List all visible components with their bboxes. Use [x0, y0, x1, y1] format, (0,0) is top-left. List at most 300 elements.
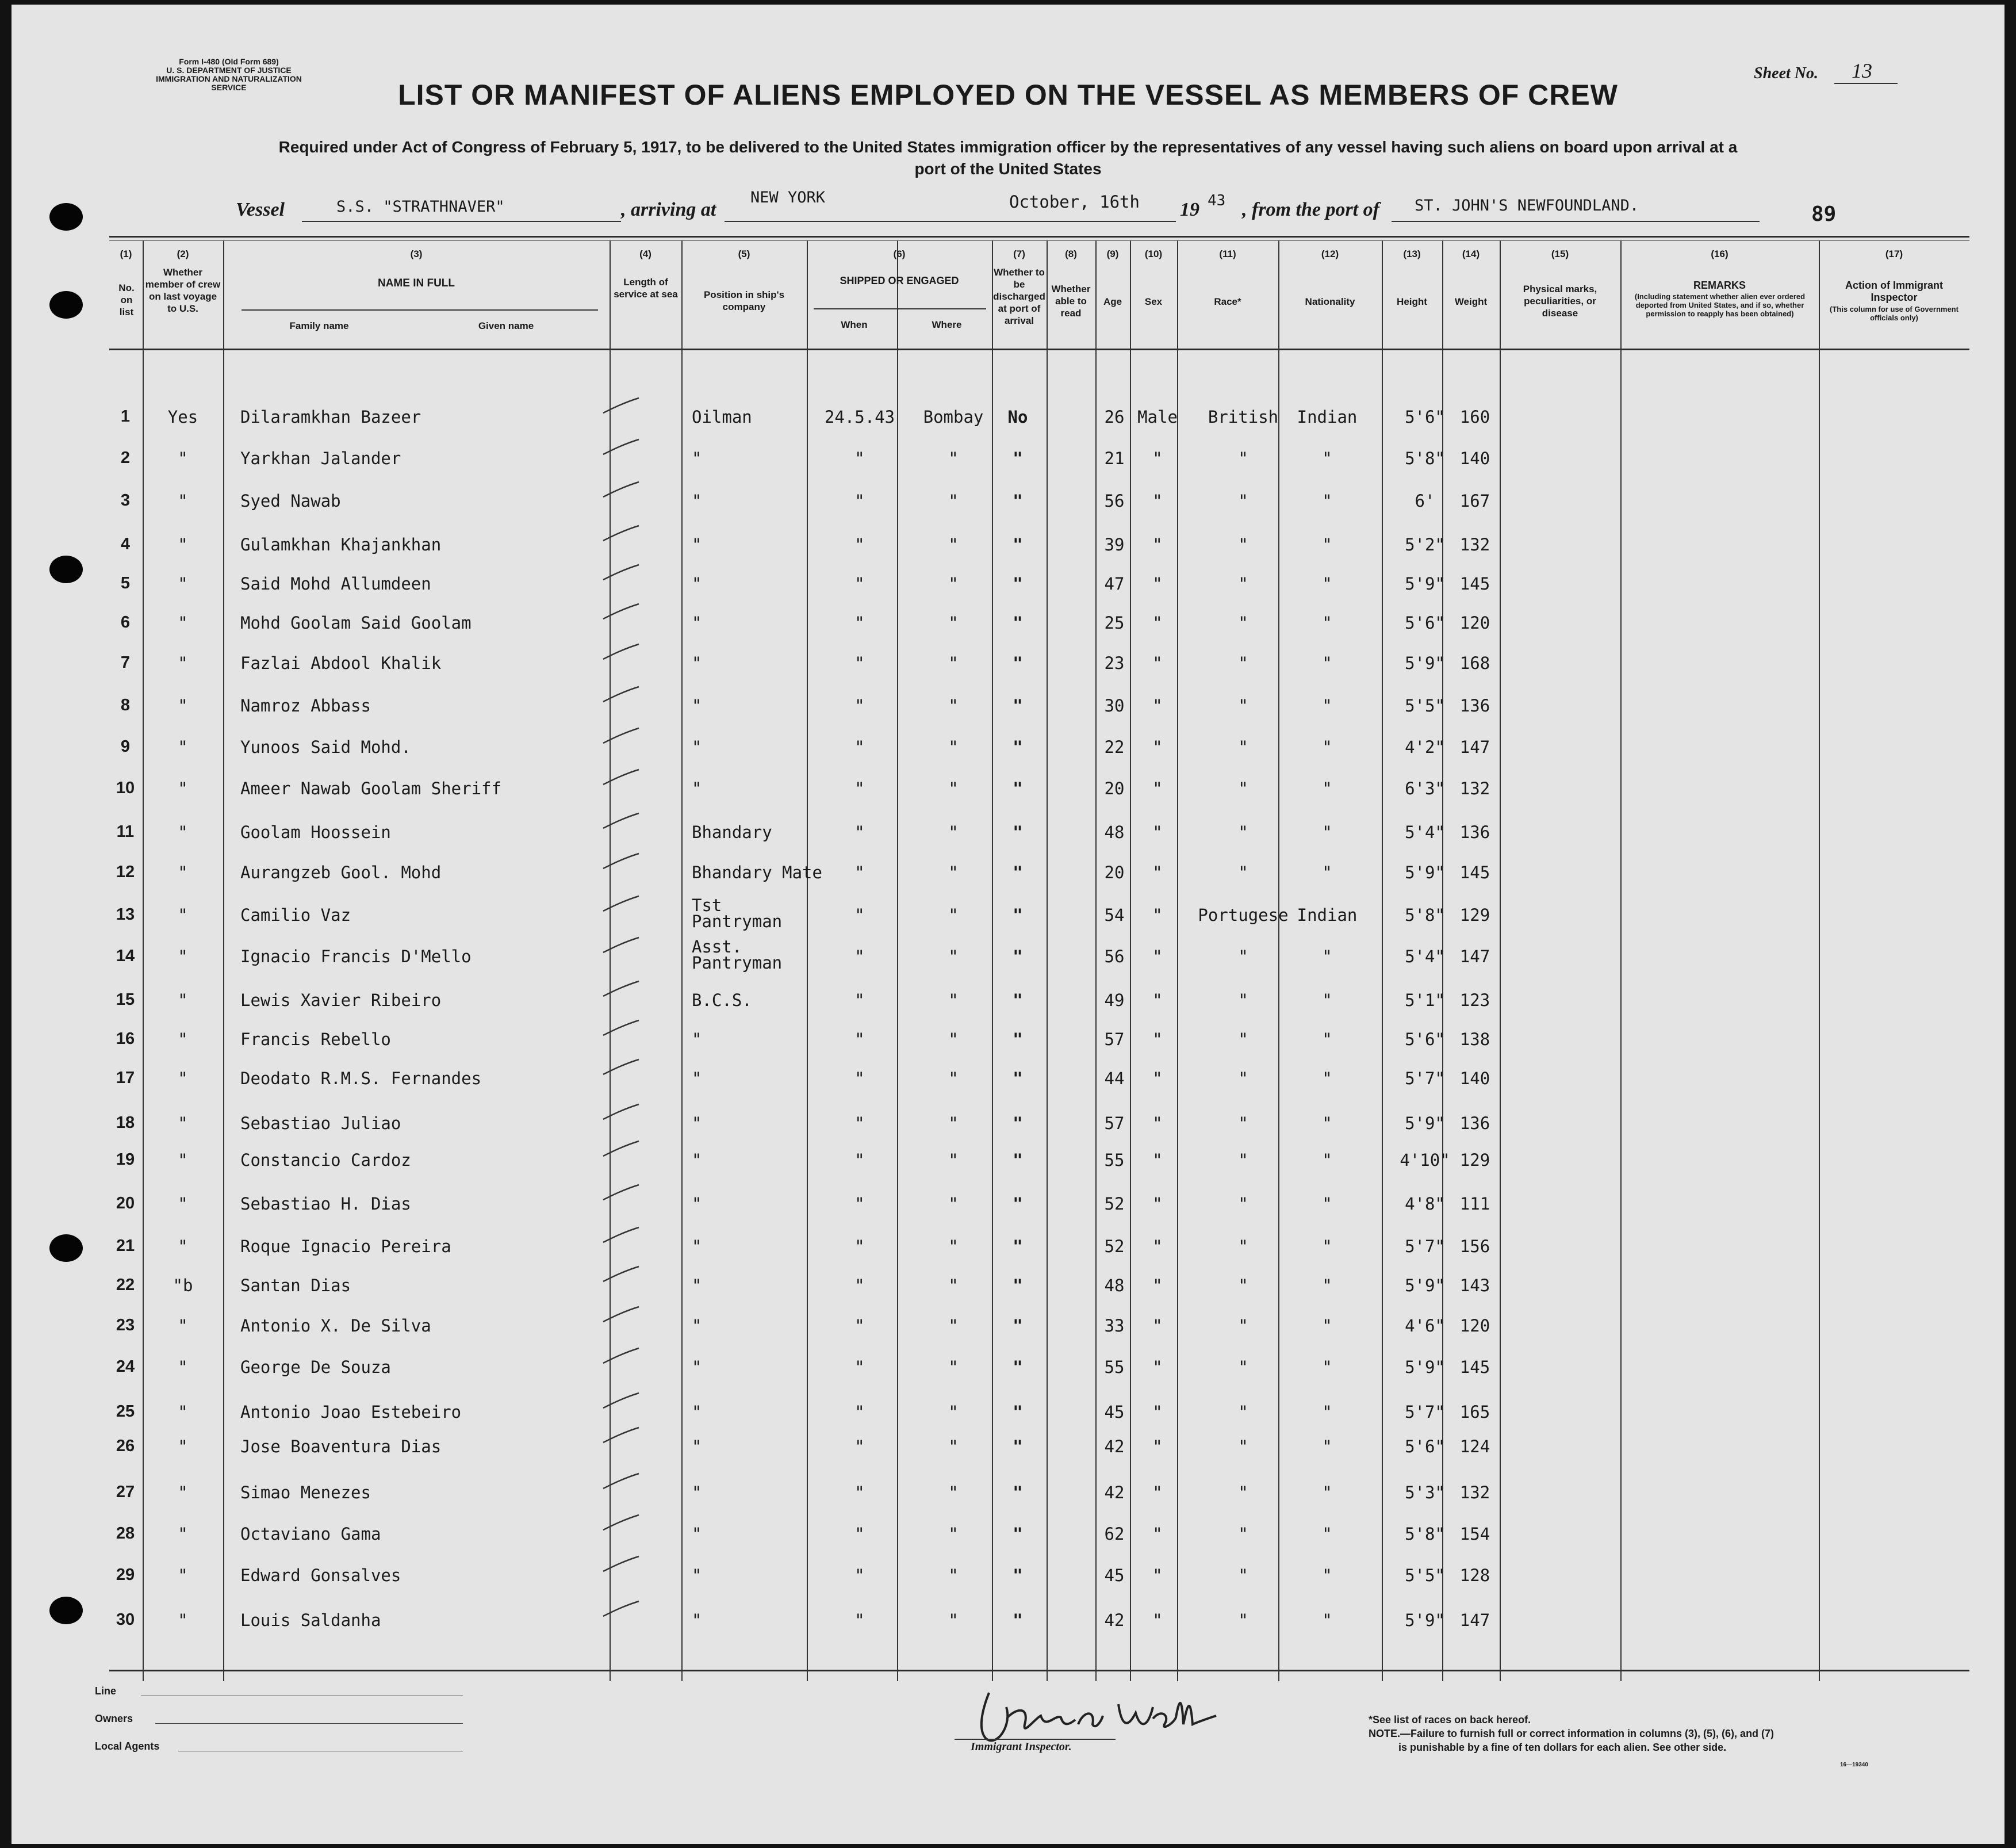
- age: 47: [1104, 574, 1125, 594]
- discharged: ": [1013, 449, 1023, 468]
- punch-hole: [49, 291, 83, 319]
- row-number: 21: [116, 1237, 135, 1255]
- weight: 129: [1459, 1150, 1490, 1170]
- height: 6': [1415, 491, 1435, 511]
- race: British: [1208, 407, 1279, 427]
- weight: 147: [1459, 947, 1490, 966]
- sex: ": [1152, 1610, 1163, 1630]
- shipped-where: ": [948, 696, 959, 716]
- sex: ": [1152, 1437, 1163, 1456]
- crew-name: Aurangzeb Gool. Mohd: [240, 863, 442, 882]
- ship-position: ": [692, 535, 702, 554]
- nationality: ": [1322, 1402, 1332, 1422]
- crew-last-voyage: ": [178, 1566, 188, 1585]
- discharged: ": [1013, 491, 1023, 511]
- crew-last-voyage: ": [178, 990, 188, 1010]
- col-head-race: Race*: [1214, 296, 1241, 307]
- weight: 145: [1459, 863, 1490, 882]
- pencil-check-mark: [601, 1264, 641, 1284]
- nationality: ": [1322, 1150, 1332, 1170]
- weight: 138: [1459, 1030, 1490, 1049]
- age: 20: [1104, 863, 1125, 882]
- age: 55: [1104, 1357, 1125, 1377]
- crew-name: Lewis Xavier Ribeiro: [240, 990, 442, 1010]
- height: 5'9": [1405, 1114, 1445, 1133]
- nationality: ": [1322, 1069, 1332, 1088]
- crew-last-voyage: ": [178, 1610, 188, 1630]
- col-number: (16): [1711, 248, 1728, 259]
- shipped-when: ": [854, 1524, 865, 1544]
- vessel-underline: [302, 221, 621, 222]
- shipped-where: ": [948, 1150, 959, 1170]
- height: 5'7": [1405, 1237, 1445, 1256]
- table-row: [12, 1316, 2004, 1350]
- owners-label: Owners: [95, 1713, 133, 1724]
- row-number: 13: [116, 905, 135, 924]
- age: 42: [1104, 1610, 1125, 1630]
- sex: ": [1152, 947, 1163, 966]
- shipped-where: ": [948, 1237, 959, 1256]
- age: 56: [1104, 947, 1125, 966]
- discharged: ": [1013, 863, 1023, 882]
- shipped-where: ": [948, 535, 959, 554]
- shipped-when: ": [854, 1069, 865, 1088]
- shipped-when: ": [854, 491, 865, 511]
- crew-last-voyage: ": [178, 1237, 188, 1256]
- discharged: ": [1013, 1566, 1023, 1585]
- shipped-when: 24.5.43: [824, 407, 895, 427]
- table-row: [12, 574, 2004, 609]
- crew-last-voyage: ": [178, 1114, 188, 1133]
- crew-name: Mohd Goolam Said Goolam: [240, 613, 472, 633]
- row-number: 2: [120, 449, 131, 467]
- sex: ": [1152, 737, 1163, 757]
- crew-last-voyage: ": [178, 491, 188, 511]
- table-row: [12, 1357, 2004, 1392]
- row-number: 7: [120, 653, 131, 672]
- shipped-where: ": [948, 737, 959, 757]
- race: ": [1238, 1069, 1248, 1088]
- sex: ": [1152, 1357, 1163, 1377]
- shipped-when: ": [854, 863, 865, 882]
- sex: ": [1152, 779, 1163, 798]
- age: 23: [1104, 653, 1125, 673]
- nationality: ": [1322, 696, 1332, 716]
- table-row: [12, 1069, 2004, 1103]
- crew-last-voyage: ": [178, 1150, 188, 1170]
- pencil-check-mark: [601, 811, 641, 831]
- crew-name: Roque Ignacio Pereira: [240, 1237, 451, 1256]
- penalty-note: is punishable by a fine of ten dollars for each alien. See other side.: [1398, 1742, 1727, 1753]
- pencil-check-mark: [601, 1513, 641, 1532]
- crew-name: Sebastiao Juliao: [240, 1114, 401, 1133]
- sex: ": [1152, 613, 1163, 633]
- discharged: ": [1013, 737, 1023, 757]
- table-row: [12, 696, 2004, 730]
- sex: ": [1152, 449, 1163, 468]
- height: 5'8": [1405, 1524, 1445, 1544]
- crew-name: Constancio Cardoz: [240, 1150, 411, 1170]
- nationality: ": [1322, 1316, 1332, 1336]
- ship-position: ": [692, 449, 702, 468]
- shipped-when: ": [854, 990, 865, 1010]
- shipped-when: ": [854, 1030, 865, 1049]
- row-number: 20: [116, 1194, 135, 1212]
- shipped-when: ": [854, 1357, 865, 1377]
- weight: 167: [1459, 491, 1490, 511]
- race: ": [1238, 1194, 1248, 1214]
- age: 62: [1104, 1524, 1125, 1544]
- row-number: 23: [116, 1316, 135, 1334]
- pencil-check-mark: [601, 1183, 641, 1202]
- height: 4'10": [1400, 1150, 1450, 1170]
- col-number: (3): [410, 248, 423, 259]
- table-row: [12, 1437, 2004, 1471]
- pencil-check-mark: [601, 1057, 641, 1077]
- col-head-action: Action of Immigrant Inspector: [1845, 280, 1943, 303]
- from-port-underline: [1392, 221, 1760, 222]
- arrival-port: NEW YORK: [750, 189, 826, 206]
- crew-name: Louis Saldanha: [240, 1610, 381, 1630]
- ship-position: ": [692, 1276, 702, 1295]
- weight: 156: [1459, 1237, 1490, 1256]
- pencil-check-mark: [601, 851, 641, 871]
- crew-name: Yarkhan Jalander: [240, 449, 401, 468]
- ship-position: ": [692, 1316, 702, 1336]
- height: 5'5": [1405, 1566, 1445, 1585]
- year-prefix: 19: [1180, 199, 1199, 220]
- shipped-where: ": [948, 1069, 959, 1088]
- race: ": [1238, 1524, 1248, 1544]
- race: ": [1238, 737, 1248, 757]
- ship-position: ": [692, 1357, 702, 1377]
- weight: 140: [1459, 1069, 1490, 1088]
- discharged: ": [1013, 1357, 1023, 1377]
- col-number: (12): [1321, 248, 1339, 259]
- pencil-check-mark: [601, 1471, 641, 1491]
- shipped-where: ": [948, 491, 959, 511]
- owners-underline: [155, 1723, 463, 1724]
- col-number: (13): [1403, 248, 1421, 259]
- col-head-physical: Physical marks, peculiarities, or disease: [1523, 284, 1597, 319]
- weight: 132: [1459, 535, 1490, 554]
- table-row: [12, 1150, 2004, 1185]
- age: 52: [1104, 1194, 1125, 1214]
- sex: ": [1152, 1150, 1163, 1170]
- nationality: ": [1322, 1524, 1332, 1544]
- weight: 145: [1459, 1357, 1490, 1377]
- weight: 165: [1459, 1402, 1490, 1422]
- nationality: ": [1322, 1030, 1332, 1049]
- pencil-check-mark: [601, 1102, 641, 1122]
- shipped-where: ": [948, 1566, 959, 1585]
- vessel-label: Vessel: [236, 199, 285, 220]
- shipped-when: ": [854, 779, 865, 798]
- sex: ": [1152, 1030, 1163, 1049]
- ship-position: Asst. Pantryman: [692, 937, 783, 973]
- crew-name: Namroz Abbass: [240, 696, 371, 716]
- age: 20: [1104, 779, 1125, 798]
- shipped-where: ": [948, 947, 959, 966]
- pencil-check-mark: [601, 1225, 641, 1245]
- note-text: Failure to furnish full or correct information in columns (3), (5), (6), and (7): [1411, 1728, 1774, 1739]
- age: 26: [1104, 407, 1125, 427]
- crew-name: Goolam Hoossein: [240, 822, 391, 842]
- shipped-where: ": [948, 1276, 959, 1295]
- age: 42: [1104, 1437, 1125, 1456]
- discharged: ": [1013, 1483, 1023, 1502]
- table-row: [12, 863, 2004, 897]
- age: 25: [1104, 613, 1125, 633]
- row-number: 17: [116, 1069, 135, 1087]
- shipped-when: ": [854, 1237, 865, 1256]
- discharged: ": [1013, 535, 1023, 554]
- height: 5'6": [1405, 1437, 1445, 1456]
- table-row: [12, 1114, 2004, 1148]
- shipped-when: ": [854, 1194, 865, 1214]
- nationality: ": [1322, 449, 1332, 468]
- crew-name: Simao Menezes: [240, 1483, 371, 1502]
- crew-name: Santan Dias: [240, 1276, 351, 1295]
- race: ": [1238, 779, 1248, 798]
- shipped-when: ": [854, 947, 865, 966]
- pencil-check-mark: [601, 1018, 641, 1038]
- row-number: 26: [116, 1437, 135, 1455]
- race: ": [1238, 535, 1248, 554]
- col-head-age: Age: [1103, 296, 1122, 307]
- sex: ": [1152, 1316, 1163, 1336]
- ship-position: ": [692, 696, 702, 716]
- col-head-when: When: [841, 319, 868, 330]
- crew-last-voyage: Yes: [167, 407, 198, 427]
- sex: ": [1152, 1566, 1163, 1585]
- height: 5'8": [1405, 905, 1445, 925]
- ship-position: ": [692, 1237, 702, 1256]
- crew-last-voyage: ": [178, 1194, 188, 1214]
- nationality: ": [1322, 947, 1332, 966]
- weight: 128: [1459, 1566, 1490, 1585]
- col-head-remarks-note: (Including statement whether alien ever ordered deported from United States, and if so, whether permission to reapply has been obtained): [1634, 292, 1806, 318]
- ship-position: B.C.S.: [692, 990, 752, 1010]
- nationality: ": [1322, 535, 1332, 554]
- ship-position: ": [692, 613, 702, 633]
- age: 45: [1104, 1566, 1125, 1585]
- crew-name: Antonio Joao Estebeiro: [240, 1402, 462, 1422]
- row-number: 29: [116, 1566, 135, 1584]
- shipped-where: ": [948, 613, 959, 633]
- sex: ": [1152, 491, 1163, 511]
- race: ": [1238, 1483, 1248, 1502]
- table-row: [12, 1524, 2004, 1559]
- nationality: ": [1322, 1237, 1332, 1256]
- weight: 145: [1459, 574, 1490, 594]
- shipped-when: ": [854, 696, 865, 716]
- race: ": [1238, 491, 1248, 511]
- col-head-name: NAME IN FULL: [377, 277, 455, 289]
- races-note: *See list of races on back hereof.: [1369, 1714, 1531, 1725]
- crew-name: Edward Gonsalves: [240, 1566, 401, 1585]
- race: Portugese: [1198, 905, 1289, 925]
- table-row: [12, 737, 2004, 772]
- age: 57: [1104, 1114, 1125, 1133]
- col-number: (5): [738, 248, 750, 259]
- year-suffix: 43: [1208, 192, 1226, 209]
- col-head-weight: Weight: [1454, 296, 1488, 307]
- nationality: Indian: [1297, 905, 1358, 925]
- crew-name: Yunoos Said Mohd.: [240, 737, 411, 757]
- race: ": [1238, 1610, 1248, 1630]
- ship-position: ": [692, 779, 702, 798]
- ship-position: ": [692, 737, 702, 757]
- discharged: ": [1013, 779, 1023, 798]
- shipped-where: ": [948, 1524, 959, 1544]
- shipped-when: ": [854, 574, 865, 594]
- height: 6'3": [1405, 779, 1445, 798]
- shipped-when: ": [854, 613, 865, 633]
- shipped-where: ": [948, 990, 959, 1010]
- arrival-date: October, 16th: [1009, 192, 1140, 212]
- crew-name: Said Mohd Allumdeen: [240, 574, 431, 594]
- row-number: 27: [116, 1483, 135, 1501]
- table-row: [12, 1402, 2004, 1437]
- ship-position: Bhandary: [692, 822, 772, 842]
- row-number: 8: [120, 696, 131, 714]
- discharged: ": [1013, 822, 1023, 842]
- page-title: LIST OR MANIFEST OF ALIENS EMPLOYED ON THE VESSEL AS MEMBERS OF CREW: [398, 79, 1618, 111]
- crew-last-voyage: ": [178, 779, 188, 798]
- pencil-check-mark: [601, 642, 641, 661]
- nationality: ": [1322, 1194, 1332, 1214]
- table-row: [12, 1483, 2004, 1517]
- pencil-check-mark: [601, 1425, 641, 1445]
- row-number: 18: [116, 1114, 135, 1132]
- weight: 147: [1459, 737, 1490, 757]
- shipped-when: ": [854, 1316, 865, 1336]
- crew-last-voyage: ": [178, 1357, 188, 1377]
- race: ": [1238, 863, 1248, 882]
- age: 52: [1104, 1237, 1125, 1256]
- race: ": [1238, 1402, 1248, 1422]
- discharged: ": [1013, 574, 1023, 594]
- crew-last-voyage: ": [178, 449, 188, 468]
- arriving-label: , arriving at: [621, 199, 716, 220]
- col-number: (2): [177, 248, 189, 259]
- nationality: ": [1322, 574, 1332, 594]
- table-row: [12, 1566, 2004, 1600]
- discharged: No: [1007, 407, 1028, 427]
- table-row: [12, 1030, 2004, 1064]
- pencil-check-mark: [601, 726, 641, 745]
- weight: 120: [1459, 1316, 1490, 1336]
- race: ": [1238, 1114, 1248, 1133]
- discharged: ": [1013, 1610, 1023, 1630]
- age: 56: [1104, 491, 1125, 511]
- weight: 154: [1459, 1524, 1490, 1544]
- height: 5'9": [1405, 1357, 1445, 1377]
- height: 5'2": [1405, 535, 1445, 554]
- shipped-when: ": [854, 822, 865, 842]
- crew-name: Syed Nawab: [240, 491, 341, 511]
- crew-last-voyage: ": [178, 653, 188, 673]
- shipped-where: ": [948, 905, 959, 925]
- col-head-action-note: (This column for use of Government officials only): [1830, 305, 1958, 322]
- nationality: ": [1322, 1610, 1332, 1630]
- nationality: ": [1322, 779, 1332, 798]
- age: 48: [1104, 1276, 1125, 1295]
- col-head-where: Where: [932, 319, 962, 330]
- race: ": [1238, 1237, 1248, 1256]
- shipped-when: ": [854, 1483, 865, 1502]
- race: ": [1238, 449, 1248, 468]
- col-head-nationality: Nationality: [1305, 296, 1355, 307]
- ship-position: ": [692, 1437, 702, 1456]
- height: 5'6": [1405, 1030, 1445, 1049]
- race: ": [1238, 947, 1248, 966]
- race: ": [1238, 1437, 1248, 1456]
- sex: ": [1152, 1402, 1163, 1422]
- sex: ": [1152, 990, 1163, 1010]
- weight: 143: [1459, 1276, 1490, 1295]
- table-row: [12, 1610, 2004, 1645]
- race: ": [1238, 653, 1248, 673]
- discharged: ": [1013, 905, 1023, 925]
- sex: ": [1152, 574, 1163, 594]
- signature-line: [955, 1739, 1116, 1740]
- crew-last-voyage: ": [178, 1524, 188, 1544]
- race: ": [1238, 696, 1248, 716]
- subtitle-line2: port of the United States: [914, 160, 1102, 178]
- discharged: ": [1013, 696, 1023, 716]
- nationality: ": [1322, 1114, 1332, 1133]
- crew-last-voyage: ": [178, 947, 188, 966]
- row-number: 3: [120, 491, 131, 510]
- col-number: (6): [893, 248, 906, 259]
- crew-last-voyage: ": [178, 1402, 188, 1422]
- crew-last-voyage: ": [178, 863, 188, 882]
- crew-name: Francis Rebello: [240, 1030, 391, 1049]
- crew-last-voyage: ": [178, 574, 188, 594]
- shipped-when: ": [854, 1276, 865, 1295]
- ship-position: ": [692, 1030, 702, 1049]
- table-row: [12, 990, 2004, 1025]
- pencil-check-mark: [601, 1599, 641, 1619]
- row-number: 25: [116, 1402, 135, 1421]
- col-head-height: Height: [1397, 296, 1427, 307]
- age: 55: [1104, 1150, 1125, 1170]
- row-number: 12: [116, 863, 135, 881]
- weight: 111: [1459, 1194, 1490, 1214]
- weight: 140: [1459, 449, 1490, 468]
- line-label: Line: [95, 1685, 117, 1697]
- nationality: ": [1322, 613, 1332, 633]
- manifest-sheet: [12, 5, 2004, 1844]
- race: ": [1238, 1566, 1248, 1585]
- age: 39: [1104, 535, 1125, 554]
- ship-position: Oilman: [692, 407, 752, 427]
- height: 4'6": [1405, 1316, 1445, 1336]
- shipped-when: ": [854, 737, 865, 757]
- shipped-where: ": [948, 1437, 959, 1456]
- age: 54: [1104, 905, 1125, 925]
- col-head-position: Position in ship's company: [703, 289, 785, 312]
- table-row: [12, 407, 2004, 442]
- nationality: ": [1322, 990, 1332, 1010]
- nationality: ": [1322, 653, 1332, 673]
- age: 30: [1104, 696, 1125, 716]
- table-row: [12, 822, 2004, 857]
- crew-last-voyage: ": [178, 737, 188, 757]
- weight: 123: [1459, 990, 1490, 1010]
